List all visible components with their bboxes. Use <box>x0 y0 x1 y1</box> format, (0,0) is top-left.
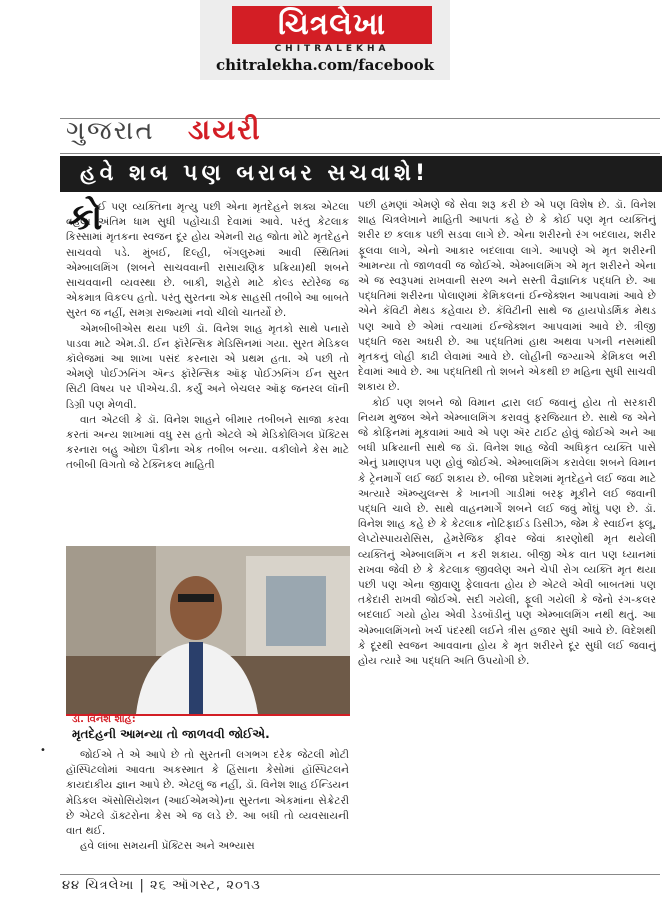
article-column-right <box>358 198 656 868</box>
page-footer <box>62 878 261 893</box>
paragraph: જોઈએ તે એ આપે છે તો સુરતની લગભગ દરેક જેટલી મોટી હૉસ્પિટલોમાં આવતા અકસ્માત કે હિંસાના કેસોમાં હૉસ્પિટલને કાયદાકીય જ્ઞાન આપે છે. એટલું જ નહીં, ડૉ. વિનેશ શાહ ઈન્ડિયન મેડિકલ ઍસોસિયેશન (આઈએમએ)ના સુરતના એકમાંના સેક્રેટરી છે એટલે ડૉક્ટરોના કેસ એ જ લડે છે. આ બધી તો વ્યવસાયની વાત થઈ. <box>66 749 349 838</box>
paragraph: પછી હમણાં એમણે જે સેવા શરૂ કરી છે એ પણ વિશેષ છે. ડૉ. વિનેશ શાહ ચિત્રલેખાને માહિતી આપતાં કહે છે કે કોઈ પણ મૃત વ્યક્તિનું શરીર છ કલાક પછી સડવા લાગે છે. એના શરીરનો રંગ બદલાય, શરીર ફૂલવા લાગે, એનો આકાર બદલાવા લાગે. આપણે એ મૃત શરીરની આમન્યા તો જાળવવી જ જોઈએ. એમ્બાલમિંગ એ મૃત શરીરને એના એ જ સ્વરૂપમાં રાખવાની સરળ અને સસ્તી વૈજ્ઞાનિક પદ્ધતિ છે. આ પદ્ધતિમાં શરીરના પોલાણમાં કેમિકલનાં ઈન્જેક્શન આપવામાં આવે છે એને કૅવિટી મેથડ કહેવાય છે. કૅવિટીની સાથે જ હાયપોડર્મિક મેથડ પણ આવે છે એમાં ત્વચામાં ઈન્જેક્શન આપવામાં આવે છે. ત્રીજી પદ્ધતિ જરા અઘરી છે. આ પદ્ધતિમાં હાથ અથવા પગની નસમાંથી મૃતકનું લોહી કાઢી લેવામાં આવે છે. લોહીની જગ્યાએ કેમિકલ ભરી દેવામાં આવે છે. આ પદ્ધતિથી તો શબને એકથી છ મહિના સુધી સાચવી શકાય છે. <box>358 199 656 394</box>
drop-cap: કો <box>68 197 103 238</box>
paragraph: એમબીબીએસ થયા પછી ડૉ. વિનેશ શાહ મૃતકો સાથે પનારો પાડવા માટે એમ.ડી. ઈન ફૉરેન્સિક મેડિસિનમાં ગયા. સુરત મેડિકલ કૉલેજમાં આ શાખા પસંદ કરનારા એ પ્રથમ હતા. એ પછી તો એમણે પોઈઝનિંગ ઍન્ડ ફૉરેન્સિક ઑફ પોઈઝનિંગ ઈન સુરત સિટી વિષય પર પીએચ.ડી. કર્યું અને બેચલર ઑફ જનરલ લૉની ડિગ્રી પણ મેળવી. <box>66 322 349 411</box>
paragraph: હવે લાંબા સમયની પ્રૅક્ટિસ અને અભ્યાસ <box>80 840 255 853</box>
article-headline: હવે શબ પણ બરાબર સચવાશે! <box>80 161 430 186</box>
logo-subtitle: CHITRALEKHA <box>274 44 390 54</box>
doctor-photo <box>66 546 350 714</box>
photo-caption-quote: મૃતદેહની આમન્યા તો જાળવવી જોઈએ. <box>72 727 270 741</box>
margin-bullet: • <box>40 745 46 756</box>
page-number: ૪૪ <box>62 878 81 893</box>
facebook-url[interactable]: chitralekha.com/facebook <box>216 56 434 74</box>
paragraph: ઈ પણ વ્યક્તિના મૃત્યુ પછી એના મૃતદેહને શક્ય એટલા વહેલા અંતિમ ધામ સુધી પહોંચાડી દેવામાં આવે. પરંતુ કેટલાક કિસ્સામાં મૃતકના સ્વજન દૂર હોય એમની રાહ જોતા મોટે મૃતદેહને સાચવવો પડે. મુંબઈ, દિલ્હી, બૅંગલુરુમાં આવી સ્થિતિમાં એમ્બાલમિંગ (શબને સાચવવાની રાસાયણિક પ્રક્રિયા)થી શબને સાચવવાની વ્યવસ્થા છે. બાકી, શહેરો માટે કોલ્ડ સ્ટોરેજ જ એકમાત્ર વિકલ્પ હતો. પરંતુ સુરતના એક સાહસી તબીબે આ બાબતે સુરત જ નહીં, સમગ્ર રાજ્યમાં નવો ચીલો ચાતર્યો છે. <box>66 201 349 320</box>
footer-magazine: ચિત્રલેખા <box>85 878 135 893</box>
photo-caption-name: ડૉ. વિનેશ શાહ: <box>72 714 136 725</box>
article-column-left-bottom <box>66 748 349 868</box>
paragraph: કોઈ પણ શબને જો વિમાન દ્વારા લઈ જવાનું હોય તો સરકારી નિયમ મુજબ એને એમ્બાલમિંગ કરાવવું ફરજિયાત છે. સાથે જ એને જે કોફિનમાં મૂકવામાં આવે એ પણ ઍર ટાઈટ હોવું જોઈએ અને આ બધી પ્રક્રિયાની સાથે જ ડૉ. વિનેશ શાહ જેવી અધિકૃત વ્યક્તિ પાસે એનું પ્રમાણપત્ર પણ હોવું જોઈએ. એમ્બાલમિંગ કરાવેલા શબને વિમાન કે ટ્રેનમાર્ગે લઈ જઈ શકાય છે. બીજા પ્રદેશમાં મૃતદેહને લઈ જવા માટે અત્યારે ઍમ્બ્યુલન્સ કે ખાનગી ગાડીમાં બરફ મૂકીને લઈ જવાની પદ્ધતિ ચાલે છે. સાથે વાહનમાર્ગે શબને લઈ જવું મોંઘું પણ છે. ડૉ. વિનેશ શાહ કહે છે કે કેટલાક નોટિફાઈડ ડિસીઝ, જેમ કે સ્વાઈન ફ્લૂ, લેપ્ટોસ્પાયરોસિસ, હેમરેજિક ફીવર જેવાં કારણોથી મૃત થયેલી વ્યક્તિનું એમ્બાલમિંગ ન કરી શકાય. બીજી એક વાત પણ ધ્યાનમાં રાખવા જેવી છે કે કેટલાક જીવલેણ અને ચેપી રોગ વ્યક્તિ મૃત થયા પછી પણ એના જીવાણુ ફેલાવતા હોય છે એટલે એવી બાબતમાં પણ તકેદારી રાખવી જોઈએ. સદી ગયેલી, ફૂલી ગયેલી કે જેનો રંગ-કલર બદલાઈ ગયો હોય એવી ડેડબૉડીનું પણ એમ્બાલમિંગ નથી થતું. આ એમ્બાલમિંગનો ખર્ચ પંદરથી લઈને ત્રીસ હજાર સુધી આવે છે. વિદેશથી કે દૂરથી સ્વજન આવવાના હોય કે મૃત શરીરને દૂર સુધી લઈ જવાનું હોય ત્યારે આ પદ્ધતિ અતિ ઉપયોગી છે. <box>358 396 656 668</box>
paragraph: વાત એટલી કે ડૉ. વિનેશ શાહને બીમાર તબીબને સાજા કરવા કરતાં અન્ય શાખામાં વધુ રસ હતો એટલે એ મેડિકોલિગલ પ્રૅક્ટિસ કરનારા બહુ ઓછા પૈકીના એક તબીબ બન્યા. વકીલોને કેસ માટે તબીબી વિગતો જે ટેક્નિકલ માહિતી <box>66 413 349 472</box>
footer-date: ૨૬ ઑગસ્ટ, ૨૦૧૩ <box>149 878 261 893</box>
footer-rule <box>60 874 660 875</box>
magazine-logo: ચિત્રલેખા <box>232 6 432 44</box>
doctor-photo-illustration <box>66 546 350 714</box>
section-title-accent: ડાયરી <box>188 113 262 146</box>
footer-separator: | <box>139 878 145 893</box>
article-column-left <box>66 197 349 540</box>
section-title-primary: ગુજરાત <box>66 116 155 146</box>
